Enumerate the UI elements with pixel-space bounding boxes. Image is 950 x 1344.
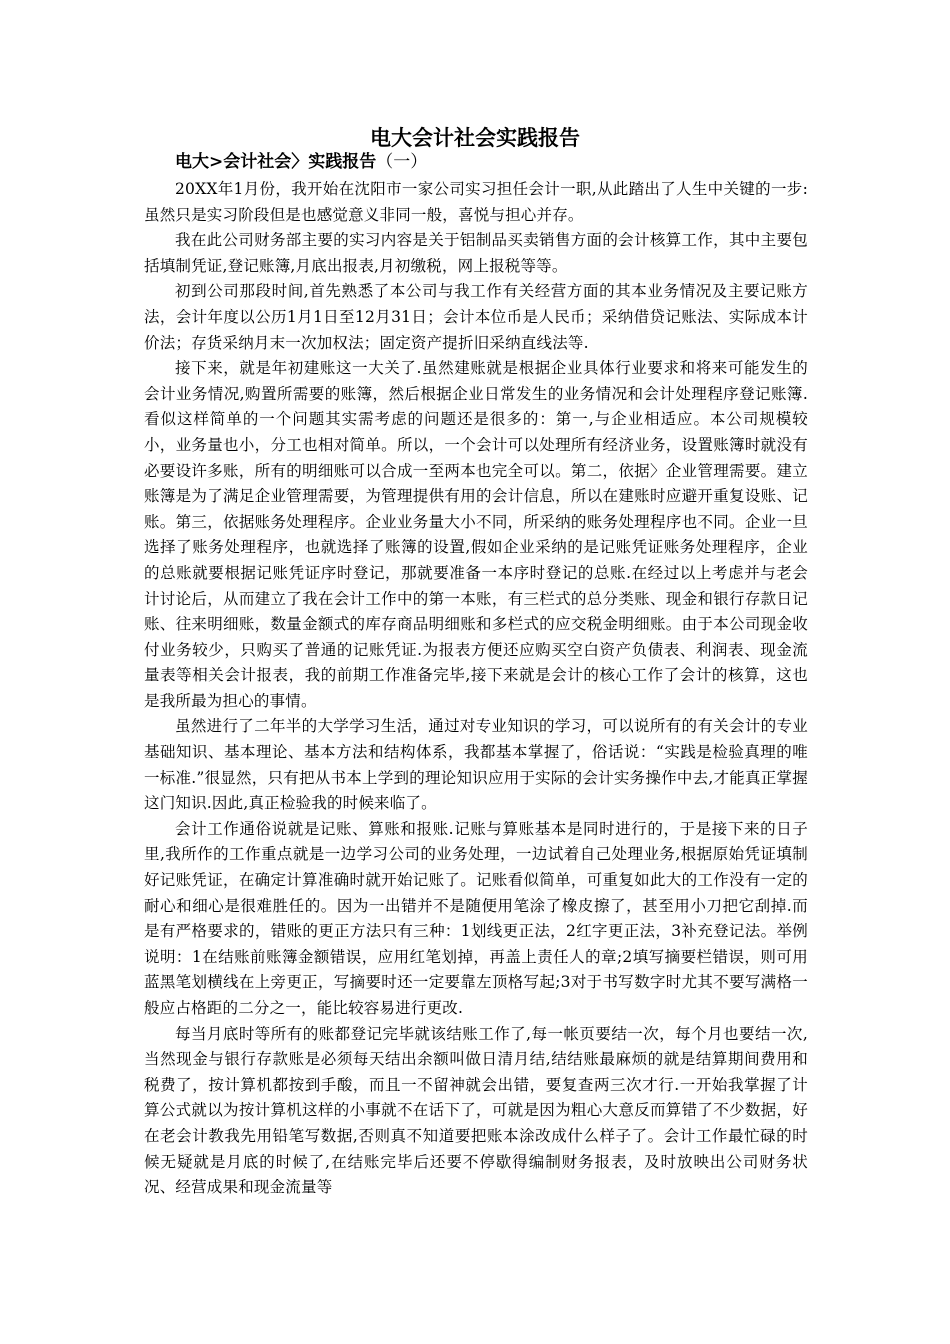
paragraph: 我在此公司财务部主要的实习内容是关于铝制品买卖销售方面的会计核算工作，其中主要包括填制凭证,登记账簿,月底出报表,月初缴税，网上报税等等。 bbox=[144, 231, 808, 275]
document-title: 电大会计社会实践报告 bbox=[370, 125, 580, 150]
section-heading-main: 电大>会计社会〉实践报告 bbox=[175, 152, 377, 172]
paragraph: 虽然进行了二年半的大学学习生活，通过对专业知识的学习，可以说所有的有关会计的专业基础知识、基本理论、基本方法和结构体系，我都基本掌握了，俗话说：“实践是检验真理的唯一标准.”很显然，只有把从书本上学到的理论知识应用于实际的会计实务操作中去,才能真正掌握这门知识.因此,真正检验我的时候来临了。 bbox=[144, 717, 808, 813]
section-heading-number: （一） bbox=[376, 152, 428, 172]
paragraph: 每当月底时等所有的账都登记完毕就该结账工作了,每一帐页要结一次，每个月也要结一次,当然现金与银行存款账是必须每天结出余额叫做日清月结,结结账最麻烦的就是结算期间费用和税费了，按计算机都按到手酸，而且一不留神就会出错，要复查两三次才行.一开始我掌握了计算公式就以为按计算机这样的小事就不在话下了，可就是因为粗心大意反而算错了不少数据，好在老会计教我先用铅笔写数据,否则真不知道要把账本涂改成什么样子了。会计工作最忙碌的时候无疑就是月底的时候了,在结账完毕后还要不停歇得编制财务报表，及时放映出公司财务状况、经营成果和现金流量等 bbox=[144, 1024, 808, 1197]
paragraph: 初到公司那段时间,首先熟悉了本公司与我工作有关经营方面的其本业务情况及主要记账方法，会计年度以公历1月1日至12月31日；会计本位币是人民币；采纳借贷记账法、实际成本计价法；存货采纳月末一次加权法；固定资产提折旧采纳直线法等. bbox=[144, 282, 808, 352]
paragraph: 会计工作通俗说就是记账、算账和报账.记账与算账基本是同时进行的，于是接下来的日子里,我所作的工作重点就是一边学习公司的业务处理，一边试着自己处理业务,根据原始凭证填制好记账凭证，在确定计算准确时就开始记账了。记账看似简单，可重复如此大的工作没有一定的耐心和细心是很难胜任的。因为一出错并不是随便用笔涂了橡皮擦了，甚至用小刀把它刮掉.而是有严格要求的，错账的更正方法只有三种：1划线更正法，2红字更正法，3补充登记法。举例说明：1在结账前账簿金额错误，应用红笔划掉，再盖上责任人的章;2填写摘要栏错误，则可用蓝黑笔划横线在上旁更正，写摘要时还一定要靠左顶格写起;3对于书写数字时尤其不要写满格一般应占格距的二分之一，能比较容易进行更改. bbox=[144, 819, 808, 1017]
paragraph: 接下来，就是年初建账这一大关了.虽然建账就是根据企业具体行业要求和将来可能发生的会计业务情况,购置所需要的账簿，然后根据企业日常发生的业务情况和会计处理程序登记账簿.看似这样简单的一个问题其实需考虑的问题还是很多的：第一,与企业相适应。本公司规模较小，业务量也小，分工也相对简单。所以，一个会计可以处理所有经济业务，设置账簿时就没有必要设许多账，所有的明细账可以合成一至两本也完全可以。第二，依据〉企业管理需要。建立账簿是为了满足企业管理需要，为管理提供有用的会计信息，所以在建账时应避开重复设账、记账。第三，依据账务处理程序。企业业务量大小不同，所采纳的账务处理程序也不同。企业一旦选择了账务处理程序，也就选择了账簿的设置,假如企业采纳的是记账凭证账务处理程序，企业的总账就要根据记账凭证序时登记，那就要准备一本序时登记的总账.在经过以上考虑并与老会计讨论后，从而建立了我在会计工作中的第一本账，有三栏式的总分类账、现金和银行存款日记账、往来明细账，数量金额式的库存商品明细账和多栏式的应交税金明细账。由于本公司现金收付业务较少，只购买了普通的记账凭证.为报表方便还应购买空白资产负债表、利润表、现金流量表等相关会计报表，我的前期工作准备完毕,接下来就是会计的核心工作了会计的核算，这也是我所最为担心的事情。 bbox=[144, 359, 808, 710]
section-heading bbox=[175, 150, 427, 174]
paragraph: 20XX年1月份，我开始在沈阳市一家公司实习担任会计一职,从此踏出了人生中关键的一步:虽然只是实习阶段但是也感觉意义非同一般，喜悦与担心并存。 bbox=[144, 180, 808, 224]
document-body bbox=[144, 177, 808, 1201]
